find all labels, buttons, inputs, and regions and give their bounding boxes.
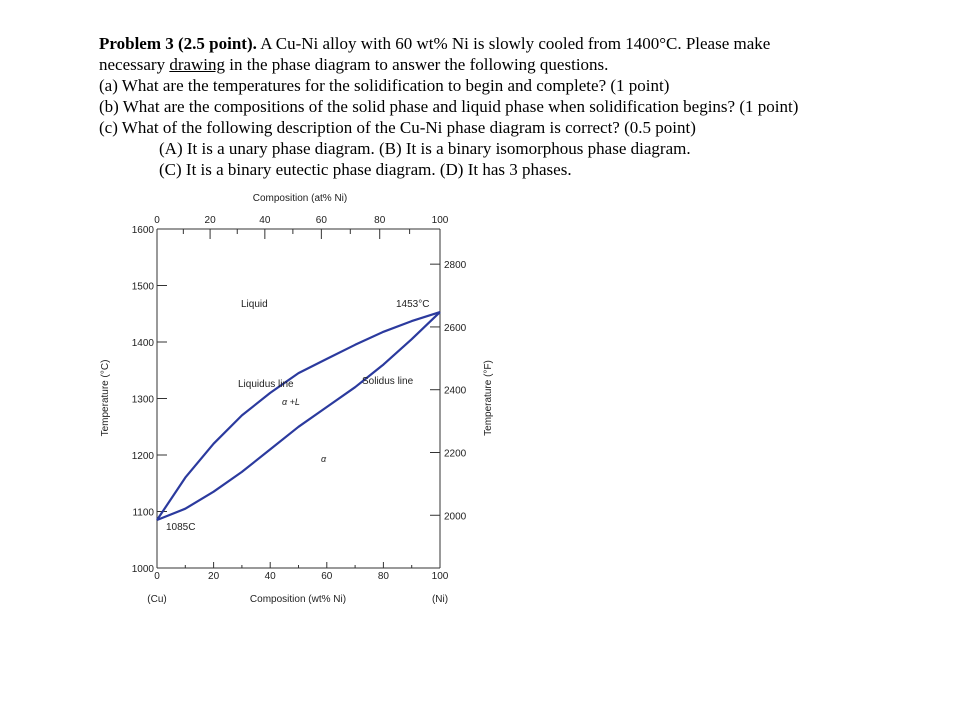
top-axis-title: Composition (at% Ni) — [252, 193, 348, 204]
x-tick-label: 40 — [264, 571, 276, 582]
question-b: (b) What are the compositions of the solid phase and liquid phase when solidification begins? (1 point) — [99, 97, 799, 116]
y-tick-label: 1200 — [131, 451, 154, 462]
top-tick-label: 80 — [374, 215, 386, 226]
x-tick-label: 100 — [431, 571, 449, 582]
problem-title: Problem 3 (2.5 point). — [99, 34, 257, 53]
x-tick-label: 80 — [377, 571, 389, 582]
top-tick-label: 40 — [259, 215, 271, 226]
solidus-line-curve — [157, 312, 440, 520]
x-tick-label: 60 — [321, 571, 333, 582]
underlined-word: drawing — [169, 55, 226, 74]
problem-line2-post: in the phase diagram to answer the following questions. — [229, 55, 609, 74]
label-1085c: 1085C — [166, 522, 196, 533]
y-tick-label: 1100 — [132, 507, 154, 519]
right-tick-label: 2800 — [444, 260, 467, 272]
label-solidus-line: Solidus line — [362, 376, 414, 387]
label-alpha-plus-l: α +L — [282, 397, 300, 407]
right-tick-label: 2400 — [444, 385, 467, 397]
right-tick-label: 2000 — [444, 511, 467, 523]
y-axis-title: Temperature (°C) — [100, 359, 111, 437]
right-tick-label: 2200 — [444, 448, 467, 460]
problem-intro: A Cu-Ni alloy with 60 wt% Ni is slowly cooled from 1400°C. Please make — [260, 34, 771, 53]
curves-layer — [157, 312, 440, 520]
right-y-axis-title: Temperature (°F) — [483, 360, 494, 436]
top-tick-label: 0 — [154, 215, 160, 226]
x-tick-label: 20 — [208, 571, 220, 582]
y-tick-label: 1500 — [131, 281, 154, 293]
options-line-2: (C) It is a binary eutectic phase diagram. (D) It has 3 phases. — [159, 160, 572, 179]
top-tick-label: 100 — [431, 215, 449, 226]
question-c: (c) What of the following description of the Cu-Ni phase diagram is correct? (0.5 point) — [99, 118, 696, 137]
question-a: (a) What are the temperatures for the solidification to begin and complete? (1 point) — [99, 76, 670, 95]
label-liquidus-line: Liquidus line — [238, 379, 294, 390]
options-line-1: (A) It is a unary phase diagram. (B) It is a binary isomorphous phase diagram. — [159, 139, 691, 158]
liquidus-line-curve — [157, 312, 440, 520]
x-tick-label: 0 — [154, 571, 160, 582]
top-tick-label: 60 — [315, 215, 327, 226]
x-axis-title: Composition (wt% Ni) — [249, 594, 347, 605]
label-liquid: Liquid — [241, 299, 268, 310]
x-end-label-ni: (Ni) — [431, 594, 449, 605]
y-tick-label: 1600 — [131, 225, 154, 236]
y-tick-label: 1300 — [131, 394, 154, 406]
x-end-label-cu: (Cu) — [147, 594, 167, 605]
label-1453c: 1453°C — [396, 299, 430, 310]
label-alpha: α — [321, 454, 327, 464]
right-tick-label: 2600 — [444, 322, 467, 334]
top-tick-label: 20 — [204, 215, 216, 226]
problem-line2-pre: necessary — [99, 55, 166, 74]
y-tick-label: 1000 — [131, 564, 154, 575]
y-tick-label: 1400 — [131, 338, 154, 349]
